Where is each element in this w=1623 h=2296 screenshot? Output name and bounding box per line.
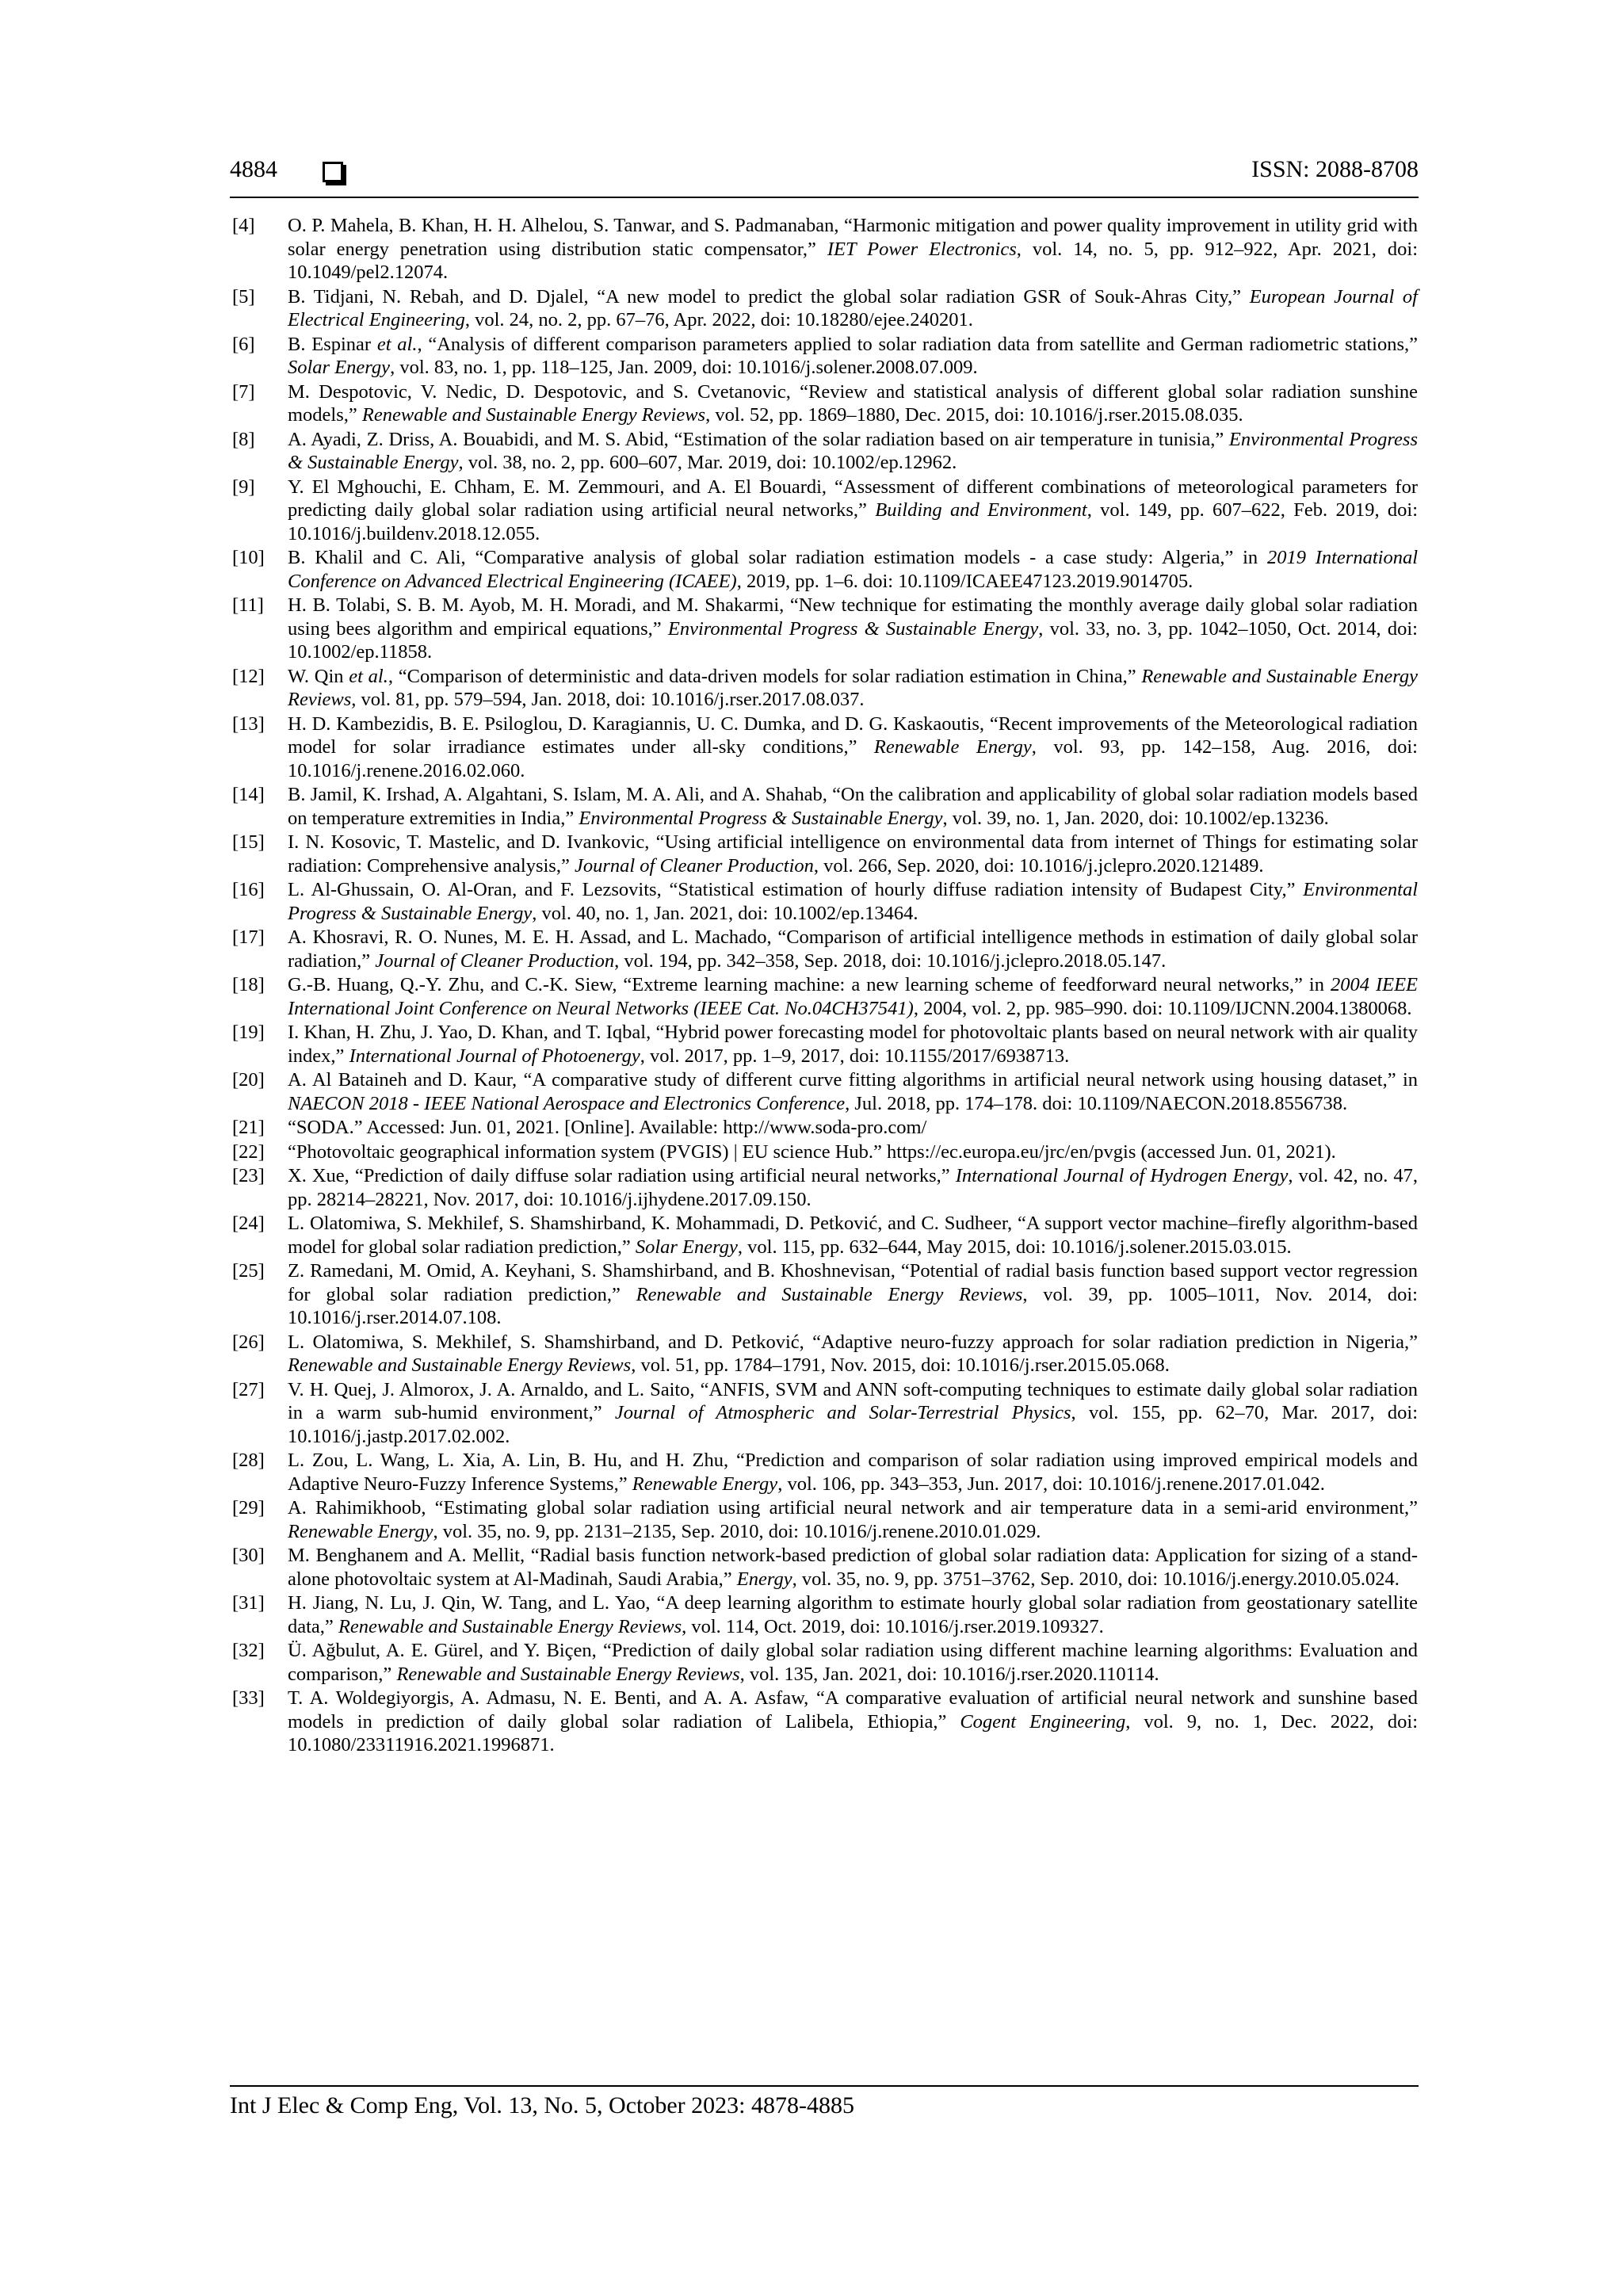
reference-segment: , 2019, pp. 1–6. doi: 10.1109/ICAEE47123.2019.9014705.	[736, 570, 1193, 592]
reference-segment: H. D. Kambezidis, B. E. Psiloglou, D. Karagiannis, U. C. Dumka, and D. G. Kaskaoutis, “Recent improvements of the Meteorological radiation model for solar irradiance estimates under all-sky conditions,”	[288, 712, 1418, 758]
reference-text	[288, 380, 1418, 427]
reference-source: Environmental Progress & Sustainable Energy	[288, 879, 1418, 924]
reference-item	[232, 285, 1418, 332]
reference-number: [32]	[232, 1640, 265, 1661]
reference-number: [23]	[232, 1165, 265, 1186]
reference-source: Journal of Cleaner Production	[375, 949, 615, 972]
reference-number: [16]	[232, 879, 265, 900]
reference-source: 2004 IEEE International Joint Conference on Neural Networks (IEEE Cat. No.04CH37541)	[288, 974, 1419, 1019]
reference-text	[288, 1068, 1418, 1115]
reference-source: Cogent Engineering	[960, 1710, 1126, 1733]
reference-item	[232, 1068, 1418, 1115]
page-number: 4884	[230, 156, 277, 182]
reference-segment: I. Khan, H. Zhu, J. Yao, D. Khan, and T. Iqbal, “Hybrid power forecasting model for photovoltaic plants based on neural network with air quality index,”	[288, 1022, 1418, 1067]
reference-segment: , vol. 35, no. 9, pp. 2131–2135, Sep. 2010, doi: 10.1016/j.renene.2010.01.029.	[433, 1520, 1041, 1542]
reference-item	[232, 1378, 1418, 1449]
reference-source: Renewable and Sustainable Energy Reviews	[396, 1663, 740, 1685]
reference-segment: M. Despotovic, V. Nedic, D. Despotovic, and S. Cvetanovic, “Review and statistical analysis of different global solar radiation sunshine models,”	[288, 380, 1418, 426]
reference-segment: , vol. 42, no. 47, pp. 28214–28221, Nov. 2017, doi: 10.1016/j.ijhydene.2017.09.150.	[288, 1165, 1418, 1210]
reference-source: Building and Environment	[875, 499, 1087, 521]
reference-segment: , vol. 14, no. 5, pp. 912–922, Apr. 2021, doi: 10.1049/pel2.12074.	[288, 238, 1418, 283]
reference-item	[232, 1639, 1418, 1686]
reference-segment: , vol. 9, no. 1, Dec. 2022, doi: 10.1080/23311916.2021.1996871.	[288, 1710, 1418, 1755]
reference-text	[288, 1212, 1418, 1259]
reference-number: [22]	[232, 1140, 265, 1163]
reference-item	[232, 333, 1418, 380]
reference-item	[232, 1212, 1418, 1259]
reference-segment: , vol. 81, pp. 579–594, Jan. 2018, doi: 10.1016/j.rser.2017.08.037.	[351, 689, 865, 710]
reference-source: Journal of Atmospheric and Solar-Terrestrial Physics	[614, 1402, 1071, 1423]
reference-item	[232, 1496, 1418, 1543]
reference-segment: , vol. 93, pp. 142–158, Aug. 2016, doi: 10.1016/j.renene.2016.02.060.	[288, 736, 1418, 781]
reference-source: European Journal of Electrical Engineering	[288, 285, 1418, 330]
reference-source: et al.	[349, 665, 388, 687]
reference-item	[232, 712, 1418, 783]
reference-text	[288, 1021, 1418, 1068]
reference-segment: Ü. Ağbulut, A. E. Gürel, and Y. Biçen, “Prediction of daily global solar radiation using different machine learning algorithms: Evaluation and comparison,”	[288, 1640, 1418, 1685]
reference-item	[232, 783, 1418, 830]
reference-text	[288, 1164, 1418, 1211]
reference-segment: “Photovoltaic geographical information system (PVGIS) | EU science Hub.” https://ec.europa.eu/jrc/en/pvgis (accessed Jun. 01, 2021).	[288, 1140, 1336, 1163]
reference-text	[288, 1378, 1418, 1449]
reference-source: International Journal of Hydrogen Energy	[955, 1165, 1289, 1186]
reference-segment: , vol. 83, no. 1, pp. 118–125, Jan. 2009, doi: 10.1016/j.solener.2008.07.009.	[390, 357, 978, 378]
reference-item	[232, 1140, 1418, 1164]
reference-segment: A. Al Bataineh and D. Kaur, “A comparative study of different curve fitting algorithms in artificial neural network using housing dataset,” in	[288, 1069, 1418, 1091]
reference-number: [25]	[232, 1260, 265, 1282]
reference-item	[232, 1021, 1418, 1068]
reference-text	[288, 783, 1418, 830]
reference-number: [33]	[232, 1687, 265, 1709]
reference-segment: , vol. 155, pp. 62–70, Mar. 2017, doi: 10.1016/j.jastp.2017.02.002.	[288, 1402, 1419, 1447]
reference-segment: L. Zou, L. Wang, L. Xia, A. Lin, B. Hu, and H. Zhu, “Prediction and comparison of solar radiation using improved empirical models and Adaptive Neuro-Fuzzy Inference Systems,”	[288, 1450, 1418, 1495]
reference-segment: B. Tidjani, N. Rebah, and D. Djalel, “A new model to predict the global solar radiation GSR of Souk-Ahras City,”	[288, 285, 1250, 308]
reference-item	[232, 1687, 1418, 1757]
reference-number: [24]	[232, 1213, 265, 1234]
reference-number: [5]	[232, 285, 255, 308]
reference-number: [31]	[232, 1592, 265, 1614]
reference-segment: H. Jiang, N. Lu, J. Qin, W. Tang, and L. Yao, “A deep learning algorithm to estimate hourly global solar radiation from geostationary satellite data,”	[288, 1592, 1418, 1637]
reference-text	[288, 712, 1418, 783]
reference-item	[232, 1116, 1418, 1140]
reference-number: [12]	[232, 665, 265, 687]
reference-text	[288, 973, 1418, 1020]
reference-text	[288, 214, 1418, 285]
footer-rule	[230, 2085, 1419, 2087]
reference-source: Solar Energy	[635, 1236, 738, 1258]
reference-number: [17]	[232, 926, 265, 948]
reference-segment: L. Al-Ghussain, O. Al-Oran, and F. Lezsovits, “Statistical estimation of hourly diffuse radiation intensity of Budapest City,”	[288, 879, 1304, 900]
reference-source: 2019 International Conference on Advanced Electrical Engineering (ICAEE)	[288, 547, 1418, 592]
reference-segment: X. Xue, “Prediction of daily diffuse solar radiation using artificial neural networks,”	[288, 1165, 956, 1186]
reference-number: [15]	[232, 831, 265, 853]
reference-number: [18]	[232, 974, 265, 995]
reference-source: Environmental Progress & Sustainable Energy	[288, 428, 1418, 473]
reference-number: [26]	[232, 1331, 265, 1353]
reference-segment: L. Olatomiwa, S. Mekhilef, S. Shamshirband, K. Mohammadi, D. Petković, and C. Sudheer, “A support vector machine–firefly algorithm-based model for global solar radiation prediction,”	[288, 1213, 1418, 1258]
reference-number: [21]	[232, 1117, 265, 1138]
reference-item	[232, 973, 1418, 1020]
reference-item	[232, 665, 1418, 712]
reference-source: et al.	[376, 333, 418, 355]
reference-text	[288, 1544, 1418, 1591]
reference-segment: T. A. Woldegiyorgis, A. Admasu, N. E. Benti, and A. A. Asfaw, “A comparative evaluation of artificial neural network and sunshine based models in prediction of daily global solar radiation of Lalibela, Ethiopia,”	[288, 1687, 1418, 1733]
reference-segment: , vol. 266, Sep. 2020, doi: 10.1016/j.jclepro.2020.121489.	[813, 854, 1264, 877]
reference-segment: M. Benghanem and A. Mellit, “Radial basis function network-based prediction of global solar radiation data: Application for sizing of a stand-alone photovoltaic system at Al-Madinah, Saudi Arabia,”	[288, 1545, 1418, 1590]
reference-number: [8]	[232, 428, 255, 450]
reference-segment: , vol. 33, no. 3, pp. 1042–1050, Oct. 2014, doi: 10.1002/ep.11858.	[288, 617, 1418, 663]
reference-segment: , vol. 39, pp. 1005–1011, Nov. 2014, doi: 10.1016/j.rser.2014.07.108.	[288, 1283, 1418, 1328]
reference-source: Renewable and Sustainable Energy Reviews	[288, 1354, 632, 1376]
reference-segment: , vol. 40, no. 1, Jan. 2021, doi: 10.1002/ep.13464.	[532, 902, 918, 924]
reference-segment: , vol. 115, pp. 632–644, May 2015, doi: 10.1016/j.solener.2015.03.015.	[737, 1236, 1292, 1258]
reference-list	[232, 214, 1418, 1758]
reference-number: [28]	[232, 1450, 265, 1471]
reference-segment: , vol. 51, pp. 1784–1791, Nov. 2015, doi: 10.1016/j.rser.2015.05.068.	[631, 1354, 1170, 1376]
reference-text	[288, 1591, 1418, 1638]
reference-number: [30]	[232, 1545, 265, 1566]
reference-number: [9]	[232, 476, 255, 498]
reference-number: [20]	[232, 1069, 265, 1091]
reference-segment: , 2004, vol. 2, pp. 985–990. doi: 10.1109/IJCNN.2004.1380068.	[913, 997, 1412, 1019]
reference-source: Renewable Energy	[288, 1520, 433, 1542]
reference-item	[232, 428, 1418, 475]
reference-segment: B. Khalil and C. Ali, “Comparative analysis of global solar radiation estimation models - a case study: Algeria,” in	[288, 547, 1267, 568]
reference-segment: , vol. 2017, pp. 1–9, 2017, doi: 10.1155/2017/6938713.	[640, 1045, 1070, 1067]
reference-segment: , vol. 35, no. 9, pp. 3751–3762, Sep. 2010, doi: 10.1016/j.energy.2010.05.024.	[792, 1568, 1400, 1590]
reference-number: [6]	[232, 333, 255, 355]
reference-segment: Y. El Mghouchi, E. Chham, E. M. Zemmouri, and A. El Bouardi, “Assessment of different combinations of meteorological parameters for predicting daily global solar radiation using artificial neural networks,”	[288, 476, 1418, 521]
reference-source: International Journal of Photoenergy	[349, 1045, 640, 1067]
reference-segment: B. Espinar	[288, 333, 377, 355]
reference-text	[288, 1116, 1418, 1140]
reference-item	[232, 878, 1418, 925]
reference-text	[288, 476, 1418, 546]
reference-item	[232, 1449, 1418, 1496]
reference-source: Renewable Energy	[873, 736, 1032, 758]
reference-item	[232, 1591, 1418, 1638]
reference-segment: A. Khosravi, R. O. Nunes, M. E. H. Assad, and L. Machado, “Comparison of artificial intelligence methods in estimation of daily global solar radiation,”	[288, 926, 1418, 972]
reference-text	[288, 333, 1418, 380]
reference-text	[288, 878, 1418, 925]
issn-label: ISSN: 2088-8708	[1251, 156, 1419, 182]
reference-segment: O. P. Mahela, B. Khan, H. H. Alhelou, S. Tanwar, and S. Padmanaban, “Harmonic mitigation and power quality improvement in utility grid with solar energy penetration using distribution static compensator,”	[288, 215, 1418, 260]
reference-segment: , “Analysis of different comparison parameters applied to solar radiation data from satellite and German radiometric stations,”	[417, 333, 1418, 355]
reference-item	[232, 1331, 1418, 1377]
reference-segment: , vol. 38, no. 2, pp. 600–607, Mar. 2019, doi: 10.1002/ep.12962.	[458, 452, 957, 473]
reference-segment: , vol. 194, pp. 342–358, Sep. 2018, doi: 10.1016/j.jclepro.2018.05.147.	[614, 949, 1167, 972]
reference-number: [13]	[232, 712, 265, 735]
reference-segment: , vol. 114, Oct. 2019, doi: 10.1016/j.rser.2019.109327.	[682, 1615, 1104, 1637]
reference-segment: I. N. Kosovic, T. Mastelic, and D. Ivankovic, “Using artificial intelligence on environmental data from internet of Things for estimating solar radiation: Comprehensive analysis,”	[288, 831, 1418, 877]
reference-segment: G.-B. Huang, Q.-Y. Zhu, and C.-K. Siew, “Extreme learning machine: a new learning scheme of feedforward neural networks,” in	[288, 974, 1331, 995]
reference-segment: Z. Ramedani, M. Omid, A. Keyhani, S. Shamshirband, and B. Khoshnevisan, “Potential of radial basis function based support vector regression for global solar radiation prediction,”	[288, 1260, 1418, 1305]
reference-text	[288, 831, 1418, 877]
reference-segment: , vol. 149, pp. 607–622, Feb. 2019, doi: 10.1016/j.buildenv.2018.12.055.	[288, 499, 1419, 544]
reference-number: [7]	[232, 380, 255, 403]
reference-text	[288, 1639, 1418, 1686]
reference-item	[232, 831, 1418, 877]
reference-item	[232, 214, 1418, 285]
reference-number: [11]	[232, 594, 264, 616]
reference-source: Renewable and Sustainable Energy Reviews	[361, 404, 706, 426]
reference-text	[288, 1140, 1418, 1164]
checkbox-square-icon	[323, 162, 343, 182]
reference-item	[232, 380, 1418, 427]
reference-text	[288, 594, 1418, 664]
reference-item	[232, 1259, 1418, 1330]
reference-source: Energy	[736, 1568, 792, 1590]
reference-number: [19]	[232, 1022, 265, 1043]
reference-segment: B. Jamil, K. Irshad, A. Algahtani, S. Islam, M. A. Ali, and A. Shahab, “On the calibration and applicability of global solar radiation models based on temperature extremities in India,”	[288, 784, 1418, 829]
reference-number: [4]	[232, 215, 255, 236]
reference-source: Renewable and Sustainable Energy Reviews	[636, 1283, 1023, 1305]
reference-text	[288, 285, 1418, 332]
reference-source: Renewable Energy	[632, 1473, 778, 1495]
reference-number: [29]	[232, 1497, 265, 1519]
reference-source: Renewable and Sustainable Energy Reviews	[288, 665, 1418, 710]
reference-source: Renewable and Sustainable Energy Reviews	[338, 1615, 682, 1637]
reference-segment: “SODA.” Accessed: Jun. 01, 2021. [Online]. Available: http://www.soda-pro.com/	[288, 1117, 927, 1138]
reference-item	[232, 546, 1418, 593]
reference-text	[288, 1496, 1418, 1543]
page-footer: Int J Elec & Comp Eng, Vol. 13, No. 5, October 2023: 4878-4885	[230, 2092, 854, 2118]
reference-text	[288, 1331, 1418, 1377]
reference-segment: , vol. 135, Jan. 2021, doi: 10.1016/j.rser.2020.110114.	[739, 1663, 1159, 1685]
reference-number: [27]	[232, 1378, 265, 1400]
reference-text	[288, 1259, 1418, 1330]
reference-segment: V. H. Quej, J. Almorox, J. A. Arnaldo, and L. Saito, “ANFIS, SVM and ANN soft-computing techniques to estimate daily global solar radiation in a warm sub-humid environment,”	[288, 1378, 1418, 1423]
reference-number: [10]	[232, 547, 265, 568]
reference-item	[232, 1544, 1418, 1591]
reference-item	[232, 594, 1418, 664]
reference-segment: , vol. 24, no. 2, pp. 67–76, Apr. 2022, doi: 10.18280/ejee.240201.	[464, 309, 973, 330]
reference-segment: , “Comparison of deterministic and data-driven models for solar radiation estimation in China,”	[388, 665, 1142, 687]
reference-text	[288, 926, 1418, 972]
reference-text	[288, 546, 1418, 593]
reference-segment: , Jul. 2018, pp. 174–178. doi: 10.1109/NAECON.2018.8556738.	[845, 1092, 1348, 1114]
reference-segment: W. Qin	[288, 665, 349, 687]
reference-text	[288, 428, 1418, 475]
reference-text	[288, 1687, 1418, 1757]
reference-segment: L. Olatomiwa, S. Mekhilef, S. Shamshirband, and D. Petković, “Adaptive neuro-fuzzy approach for solar radiation prediction in Nigeria,”	[288, 1331, 1418, 1353]
reference-segment: , vol. 106, pp. 343–353, Jun. 2017, doi: 10.1016/j.renene.2017.01.042.	[777, 1473, 1325, 1495]
reference-source: Solar Energy	[288, 357, 391, 378]
reference-source: Journal of Cleaner Production	[574, 854, 814, 877]
reference-source: NAECON 2018 - IEEE National Aerospace and Electronics Conference	[288, 1092, 846, 1114]
reference-text	[288, 665, 1418, 712]
reference-segment: , vol. 52, pp. 1869–1880, Dec. 2015, doi: 10.1016/j.rser.2015.08.035.	[705, 404, 1243, 426]
reference-number: [14]	[232, 784, 265, 805]
reference-segment: H. B. Tolabi, S. B. M. Ayob, M. H. Moradi, and M. Shakarmi, “New technique for estimating the monthly average daily global solar radiation using bees algorithm and empirical equations,”	[288, 594, 1418, 640]
reference-segment: A. Rahimikhoob, “Estimating global solar radiation using artificial neural network and air temperature data in a semi-arid environment,”	[288, 1497, 1418, 1519]
reference-segment: , vol. 39, no. 1, Jan. 2020, doi: 10.1002/ep.13236.	[942, 807, 1329, 829]
reference-item	[232, 1164, 1418, 1211]
header-rule	[230, 197, 1419, 198]
reference-segment: A. Ayadi, Z. Driss, A. Bouabidi, and M. S. Abid, “Estimation of the solar radiation based on air temperature in tunisia,”	[288, 428, 1229, 450]
reference-item	[232, 476, 1418, 546]
page-header	[230, 151, 1419, 191]
reference-source: Environmental Progress & Sustainable Energy	[579, 807, 943, 829]
reference-item	[232, 926, 1418, 972]
reference-text	[288, 1449, 1418, 1496]
reference-source: Environmental Progress & Sustainable Energy	[667, 617, 1039, 640]
reference-source: IET Power Electronics	[827, 238, 1017, 260]
